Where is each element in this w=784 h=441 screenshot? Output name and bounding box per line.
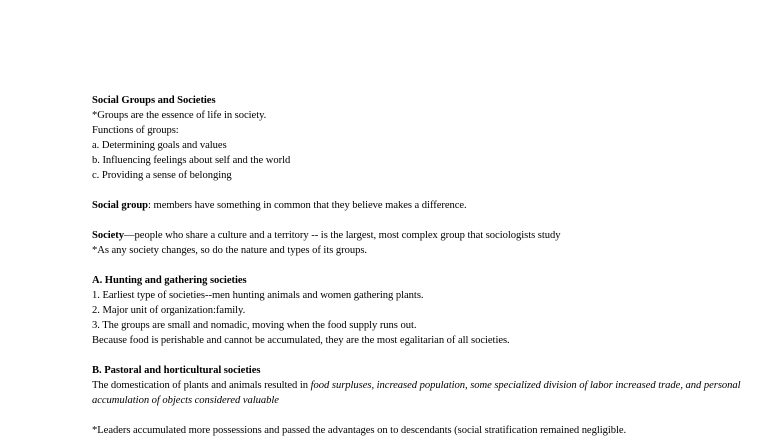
document-title: Social Groups and Societies: [92, 95, 216, 106]
society-note: *As any society changes, so do the nature and types of its groups.: [92, 245, 368, 256]
intro-line-2: Functions of groups:: [92, 125, 179, 136]
section-a-summary: Because food is perishable and cannot be accumulated, they are the most egalitarian of all societies.: [92, 335, 510, 346]
function-item-a: a. Determining goals and values: [92, 140, 227, 151]
section-b-heading: B. Pastoral and horticultural societies: [92, 365, 261, 376]
function-item-c: c. Providing a sense of belonging: [92, 170, 232, 181]
society-definition: [92, 228, 752, 243]
section-b-italic-text: food surpluses, increased population, some specialized division of labor increased trade, and personal accumulation of objects considered valuable: [92, 380, 741, 406]
social-group-definition: [92, 198, 752, 213]
section-a-item-3: 3. The groups are small and nomadic, moving when the food supply runs out.: [92, 320, 417, 331]
society-term: Society: [92, 230, 125, 241]
document-page: [92, 93, 752, 438]
section-a-item-2: 2. Major unit of organization:family.: [92, 305, 246, 316]
function-item-b: b. Influencing feelings about self and the world: [92, 155, 291, 166]
section-b-text: The domestication of plants and animals resulted in: [92, 380, 311, 391]
society-text: —people who share a culture and a territory -- is the largest, most complex group that sociologists study: [124, 230, 561, 241]
social-group-text: : members have something in common that they believe makes a difference.: [148, 200, 467, 211]
section-a-item-1: 1. Earliest type of societies--men hunting animals and women gathering plants.: [92, 290, 424, 301]
intro-line-1: *Groups are the essence of life in society.: [92, 110, 267, 121]
social-group-term: Social group: [92, 200, 149, 211]
section-a-heading: A. Hunting and gathering societies: [92, 275, 247, 286]
section-b-paragraph: [92, 378, 752, 408]
section-b-note: *Leaders accumulated more possessions and passed the advantages on to descendants (social stratification remained negligible.: [92, 425, 627, 436]
